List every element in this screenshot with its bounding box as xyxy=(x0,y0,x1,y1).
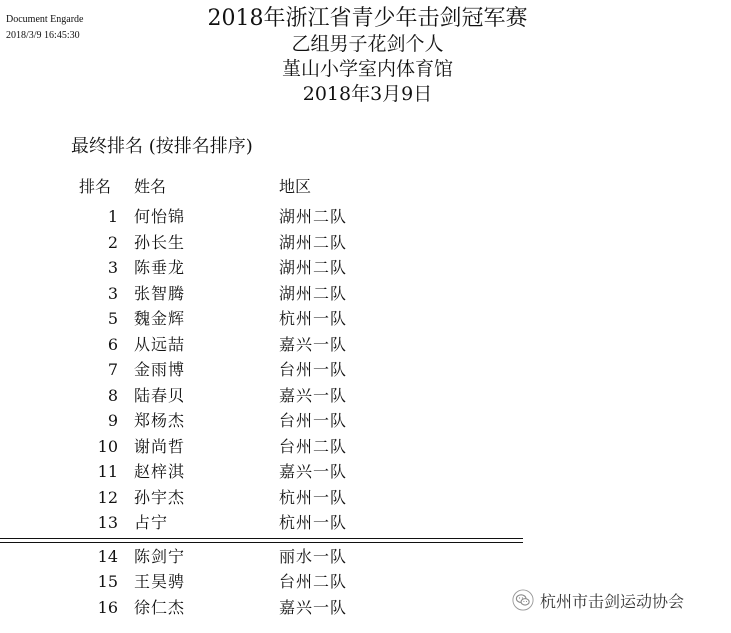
rank-cell: 9 xyxy=(107,411,118,430)
region-cell: 杭州一队 xyxy=(279,488,348,507)
name-cell: 从远喆 xyxy=(134,335,186,354)
region-cell: 湖州二队 xyxy=(279,258,348,277)
name-cell: 魏金辉 xyxy=(134,309,186,328)
rank-cell: 1 xyxy=(107,207,118,226)
venue: 堇山小学室内体育馆 xyxy=(281,58,453,80)
event-date: 2018年3月9日 xyxy=(302,83,433,105)
name-cell: 何怡锦 xyxy=(134,207,186,226)
name-cell: 徐仁杰 xyxy=(134,598,186,617)
region-cell: 台州二队 xyxy=(279,437,348,456)
region-cell: 嘉兴一队 xyxy=(279,598,348,617)
name-cell: 谢尚哲 xyxy=(134,437,186,456)
column-header-rank: 排名 xyxy=(79,177,112,196)
name-cell: 赵梓淇 xyxy=(134,462,186,481)
event-name: 乙组男子花剑个人 xyxy=(291,33,444,55)
region-cell: 丽水一队 xyxy=(279,547,348,566)
region-cell: 嘉兴一队 xyxy=(279,386,348,405)
region-cell: 台州二队 xyxy=(279,572,348,591)
region-cell: 嘉兴一队 xyxy=(279,335,348,354)
watermark-text: 杭州市击剑运动协会 xyxy=(540,591,685,611)
name-cell: 张智腾 xyxy=(134,284,186,303)
name-cell: 占宁 xyxy=(134,513,169,532)
name-cell: 陈垂龙 xyxy=(134,258,186,277)
region-cell: 嘉兴一队 xyxy=(279,462,348,481)
name-cell: 王昊骋 xyxy=(134,572,186,591)
document-header xyxy=(0,6,731,107)
wechat-icon xyxy=(512,589,534,611)
column-header-region: 地区 xyxy=(279,177,312,196)
region-cell: 台州一队 xyxy=(279,411,348,430)
rank-cell: 13 xyxy=(97,513,118,532)
rank-cell: 7 xyxy=(107,360,118,379)
watermark xyxy=(512,588,684,612)
rank-cell: 15 xyxy=(97,572,118,591)
rank-cell: 12 xyxy=(97,488,118,507)
competition-title: 2018年浙江省青少年击剑冠军赛 xyxy=(207,6,528,31)
rank-cell: 8 xyxy=(107,386,118,405)
name-cell: 金雨博 xyxy=(134,360,186,379)
region-cell: 台州一队 xyxy=(279,360,348,379)
cutoff-divider-bottom xyxy=(0,542,523,543)
rank-cell: 11 xyxy=(97,462,118,481)
timestamp: 2018/3/9 16:45:30 xyxy=(6,30,80,41)
rank-cell: 10 xyxy=(97,437,118,456)
rank-cell: 2 xyxy=(107,233,118,252)
region-cell: 湖州二队 xyxy=(279,284,348,303)
app-name: Document Engarde xyxy=(6,14,84,25)
region-cell: 湖州二队 xyxy=(279,233,348,252)
region-cell: 杭州一队 xyxy=(279,513,348,532)
name-cell: 陈剑宁 xyxy=(134,547,186,566)
rank-cell: 5 xyxy=(107,309,118,328)
region-cell: 杭州一队 xyxy=(279,309,348,328)
rank-cell: 3 xyxy=(107,284,118,303)
column-header-name: 姓名 xyxy=(134,177,167,196)
name-cell: 孙长生 xyxy=(134,233,186,252)
name-cell: 孙宇杰 xyxy=(134,488,186,507)
rank-cell: 16 xyxy=(97,598,118,617)
region-cell: 湖州二队 xyxy=(279,207,348,226)
cutoff-divider-top xyxy=(0,538,523,539)
section-title: 最终排名 (按排名排序) xyxy=(71,136,253,157)
name-cell: 陆春贝 xyxy=(134,386,186,405)
name-cell: 郑杨杰 xyxy=(134,411,186,430)
rank-cell: 3 xyxy=(107,258,118,277)
rank-cell: 14 xyxy=(97,547,118,566)
rank-cell: 6 xyxy=(107,335,118,354)
